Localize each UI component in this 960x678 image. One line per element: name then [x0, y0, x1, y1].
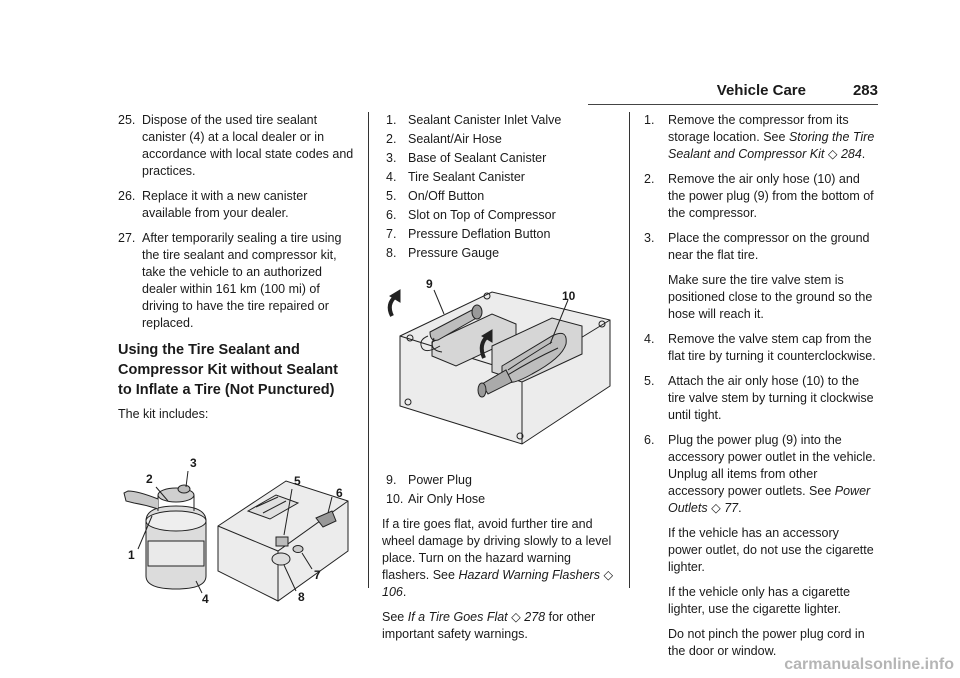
hazard-warning-link[interactable]: Hazard Warning Flashers — [458, 568, 600, 582]
item-text: Pressure Gauge — [408, 246, 500, 260]
step-text: Replace it with a new canister available from your dealer. — [142, 189, 308, 220]
item-text: Air Only Hose — [408, 492, 486, 506]
callout-label: 3 — [190, 456, 197, 470]
step-text: After temporarily sealing a tire using the tire sealant and compressor kit, take the vehicle to an authorized dealer within 161 km (100 mi) of driving to have the tire repaired or replaced. — [142, 231, 342, 330]
header-rule — [588, 104, 878, 105]
step-text: Attach the air only hose (10) to the tire valve stem by turning it clockwise until tight. — [668, 374, 874, 422]
page-ref[interactable]: 284 — [840, 147, 862, 161]
callout-label: 6 — [336, 486, 343, 500]
kit-drawing — [118, 431, 354, 611]
step-item — [644, 171, 876, 222]
page-number: 283 — [852, 82, 878, 99]
item-number: 1. — [386, 113, 397, 127]
callout-label: 10 — [562, 289, 576, 303]
step-number: 26. — [118, 189, 136, 203]
step-number: 27. — [118, 231, 136, 245]
page-ref[interactable]: 106 — [382, 585, 403, 599]
item-text: Tire Sealant Canister — [408, 170, 525, 184]
watermark: carmanualsonline.info — [784, 656, 954, 673]
step-text: Remove the air only hose (10) and the power plug (9) from the bottom of the compressor. — [668, 172, 874, 220]
list-item — [382, 491, 614, 508]
item-number: 8. — [386, 246, 397, 260]
kit-intro: The kit includes: — [118, 407, 209, 421]
step-item — [644, 230, 876, 264]
item-text: Power Plug — [408, 473, 472, 487]
page-ref-icon: ◇ — [711, 501, 721, 515]
section-title: Vehicle Care — [716, 82, 806, 99]
list-item — [382, 472, 614, 489]
callout-label: 5 — [294, 474, 301, 488]
step-note: If the vehicle only has a cigarette lighter, use the cigarette lighter. — [668, 585, 851, 616]
column-divider — [368, 112, 369, 588]
flat-tire-link[interactable]: If a Tire Goes Flat — [407, 610, 508, 624]
step-text: Remove the compressor from its storage location. See — [668, 113, 849, 144]
callout-label: 4 — [202, 592, 209, 606]
item-number: 10. — [386, 492, 404, 506]
step-text: Plug the power plug (9) into the accessory power outlet in the vehicle. Unplug all items from other accessory power outlets. See — [668, 433, 876, 498]
item-number: 3. — [386, 151, 397, 165]
list-item — [382, 207, 614, 224]
item-number: 6. — [386, 208, 397, 222]
compressor-drawing — [382, 266, 614, 466]
list-item — [382, 188, 614, 205]
step-item — [118, 230, 354, 332]
column-2 — [382, 112, 614, 651]
item-text: Slot on Top of Compressor — [408, 208, 556, 222]
kit-illustration — [118, 431, 354, 611]
step-item — [644, 331, 876, 365]
step-note: Make sure the tire valve stem is positioned close to the ground so the hose will reach it. — [668, 273, 873, 321]
flat-tire-paragraph: If a tire goes flat, avoid further tire and wheel damage by driving slowly to a level place. Turn on the hazard warning flashers. See Hazard Warning Flashers ◇ 106. — [382, 517, 614, 599]
paragraph-text: for other important safety warnings. — [382, 610, 596, 641]
page-ref-icon: ◇ — [827, 147, 838, 161]
callout-label: 7 — [314, 568, 321, 582]
paragraph-text: See — [382, 610, 405, 624]
page-ref[interactable]: 278 — [524, 610, 546, 624]
step-number: 5. — [644, 374, 655, 388]
list-item — [382, 169, 614, 186]
power-outlets-link[interactable]: Power Outlets — [668, 484, 871, 515]
page-ref-icon: ◇ — [511, 610, 521, 624]
column-3 — [644, 112, 876, 668]
step-number: 3. — [644, 231, 655, 245]
callout-label: 8 — [298, 590, 305, 604]
paragraph-text: If a tire goes flat, avoid further tire and wheel damage by driving slowly to a level place. Turn on the hazard warning flashers. See — [382, 517, 612, 582]
step-item: 1. Remove the compressor from its storage location. See Storing the Tire Sealant and Compressor Kit ◇ 284. — [644, 113, 875, 161]
list-item — [382, 245, 614, 262]
item-text: Sealant Canister Inlet Valve — [408, 113, 562, 127]
list-item — [382, 131, 614, 148]
component-list-2 — [382, 472, 614, 508]
step-item — [118, 188, 354, 222]
step-note: Do not pinch the power plug cord in the door or window. — [668, 627, 865, 658]
callout-label: 1 — [128, 548, 135, 562]
column-divider — [629, 112, 630, 588]
step-text: Place the compressor on the ground near the flat tire. — [668, 231, 870, 262]
step-number: 1. — [644, 113, 655, 127]
step-item — [118, 112, 354, 180]
step-number: 4. — [644, 332, 655, 346]
item-number: 5. — [386, 189, 397, 203]
item-number: 9. — [386, 473, 397, 487]
list-item — [382, 112, 614, 129]
step-item — [644, 373, 876, 424]
callout-label: 2 — [146, 472, 153, 486]
item-text: On/Off Button — [408, 189, 485, 203]
page-ref[interactable]: 77 — [724, 501, 739, 515]
list-item — [382, 150, 614, 167]
callout-label: 9 — [426, 277, 433, 291]
component-list — [382, 112, 614, 262]
column-1 — [118, 112, 354, 611]
page-header — [578, 0, 878, 108]
step-note: If the vehicle has an accessory power outlet, do not use the cigarette lighter. — [668, 526, 874, 574]
step-text: Dispose of the used tire sealant canister (4) at a local dealer or in accordance with local state codes and practices. — [142, 113, 354, 178]
item-text: Sealant/Air Hose — [408, 132, 502, 146]
page-ref-icon: ◇ — [603, 568, 614, 582]
item-text: Pressure Deflation Button — [408, 227, 551, 241]
storing-kit-link[interactable]: Storing the Tire Sealant and Compressor Kit — [668, 130, 875, 161]
item-number: 7. — [386, 227, 397, 241]
item-text: Base of Sealant Canister — [408, 151, 547, 165]
item-number: 4. — [386, 170, 397, 184]
step-number: 6. — [644, 433, 655, 447]
safety-paragraph — [382, 609, 614, 643]
step-number: 2. — [644, 172, 655, 186]
list-item — [382, 226, 614, 243]
section-heading: Using the Tire Sealant and Compressor Kit without Sealant to Inflate a Tire (Not Punctured) — [118, 342, 338, 398]
step-item: 6. Plug the power plug (9) into the accessory power outlet in the vehicle. Unplug all items from other accessory power outlets. See Power Outlets ◇ 77. — [644, 433, 876, 515]
item-number: 2. — [386, 132, 397, 146]
compressor-illustration — [382, 266, 614, 466]
step-text: Remove the valve stem cap from the flat tire by turning it counterclockwise. — [668, 332, 876, 363]
step-number: 25. — [118, 113, 136, 127]
